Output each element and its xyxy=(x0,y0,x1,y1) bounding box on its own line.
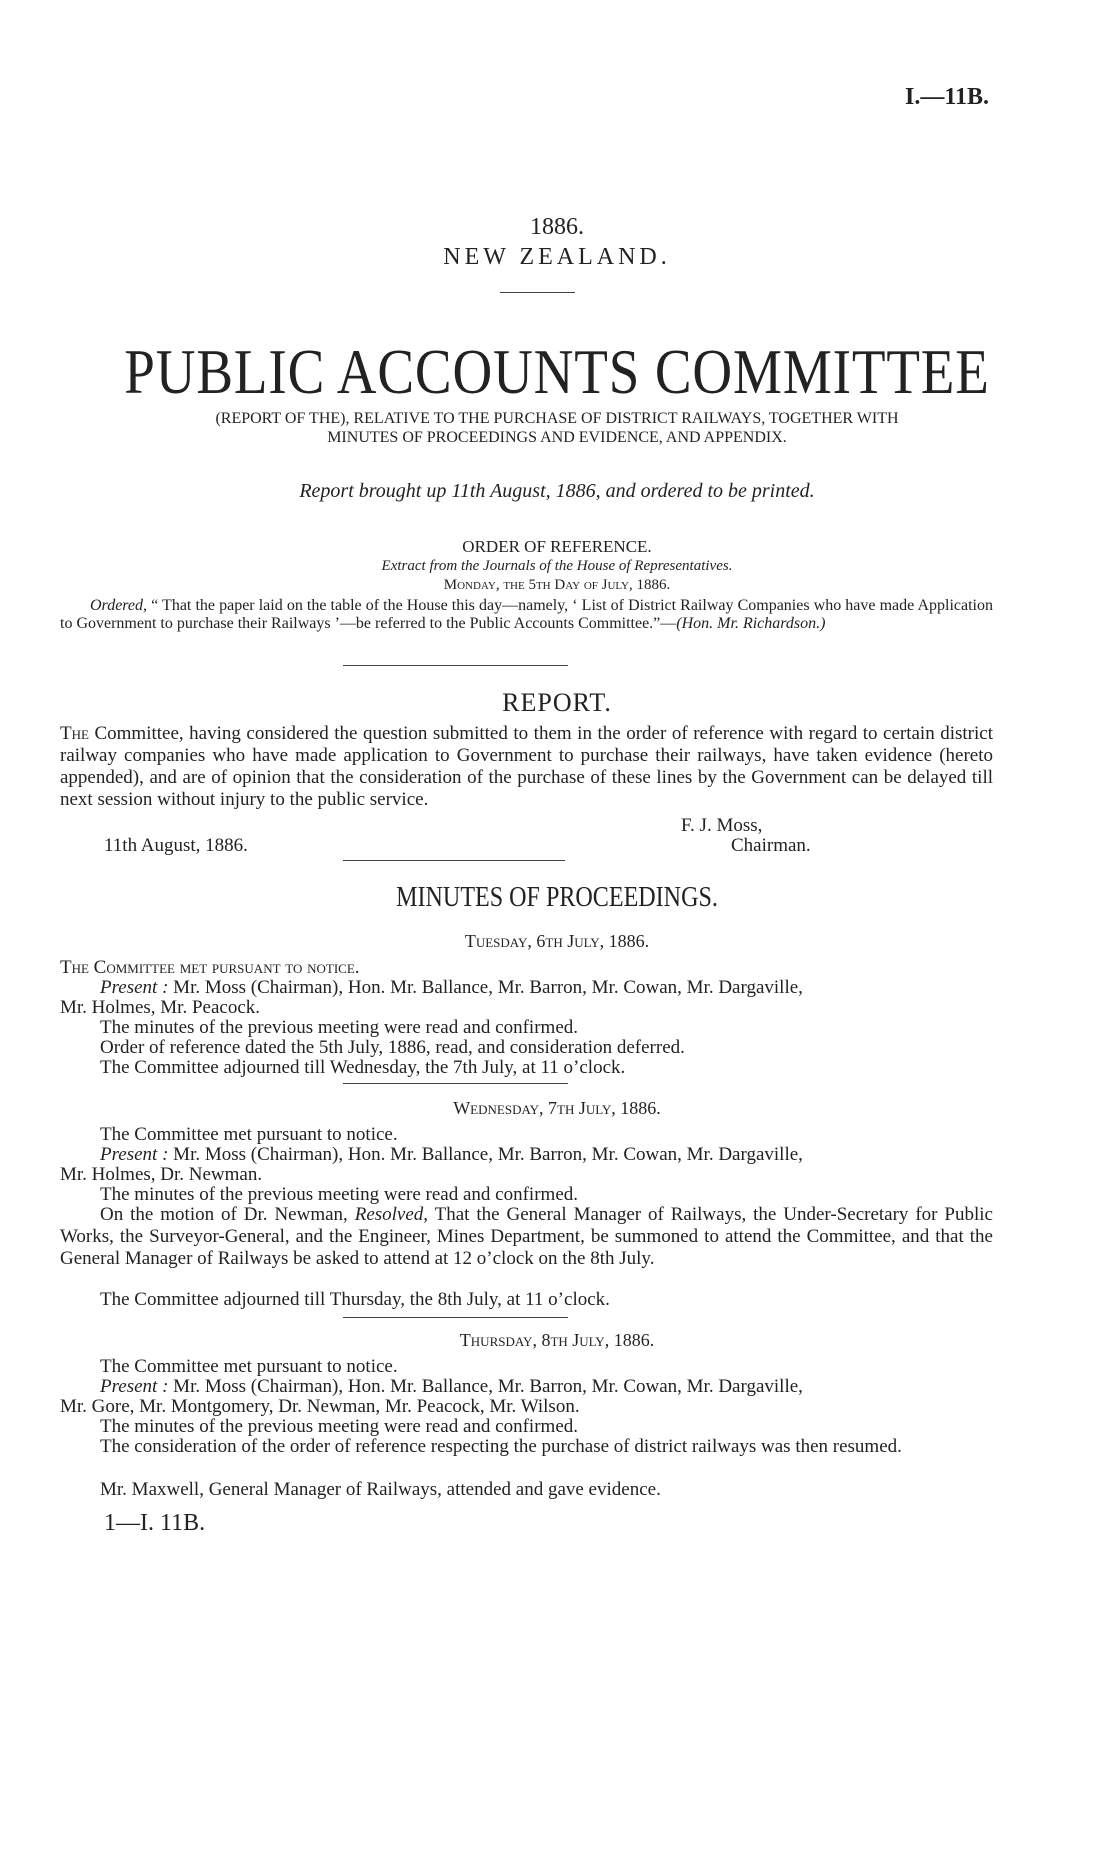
ordered-mover: (Hon. Mr. Richardson.) xyxy=(676,615,826,632)
footer-signature: 1—I. 11B. xyxy=(104,1510,206,1536)
meeting-1-item-2: Order of reference dated the 5th July, 1886, read, and consideration deferred. xyxy=(100,1037,685,1058)
year: 1886. xyxy=(530,214,584,240)
order-extract: Extract from the Journals of the House of Representatives. xyxy=(381,558,733,574)
meeting-1-present-1 xyxy=(100,977,803,999)
meeting-3-present-2: Mr. Gore, Mr. Montgomery, Dr. Newman, Mr. Peacock, Mr. Wilson. xyxy=(60,1396,580,1417)
country: NEW ZEALAND. xyxy=(443,244,671,270)
meeting-1-present-label: Present : xyxy=(100,977,169,998)
meeting-1-item-3: The Committee adjourned till Wednesday, the 7th July, at 11 o’clock. xyxy=(100,1057,626,1078)
meeting-2-present-2: Mr. Holmes, Dr. Newman. xyxy=(60,1164,263,1185)
meeting-2-present-line1: Mr. Moss (Chairman), Hon. Mr. Ballance, Mr. Barron, Mr. Cowan, Mr. Dargaville, xyxy=(173,1144,803,1165)
meeting-2-date: Wednesday, 7th July, 1886. xyxy=(453,1098,661,1118)
report-heading: REPORT. xyxy=(502,688,612,717)
order-text xyxy=(60,597,993,633)
report-lead: The xyxy=(60,723,89,744)
meeting-3-present-label: Present : xyxy=(100,1376,169,1397)
meeting-3-consideration-text: The consideration of the order of reference respecting the purchase of district railways was then resumed. xyxy=(100,1436,902,1457)
report-brought: Report brought up 11th August, 1886, and ordered to be printed. xyxy=(299,480,815,502)
meeting-2-adjourn: The Committee adjourned till Thursday, the 8th July, at 11 o’clock. xyxy=(100,1289,610,1310)
report-body xyxy=(60,723,993,811)
meeting-3-present-line1: Mr. Moss (Chairman), Hon. Mr. Ballance, Mr. Barron, Mr. Cowan, Mr. Dargaville, xyxy=(173,1376,803,1397)
meeting-divider-1 xyxy=(343,1083,568,1084)
meeting-3-present-1 xyxy=(100,1376,803,1398)
meeting-2-motion-resolved: Resolved, xyxy=(354,1204,429,1225)
meeting-2-present-1 xyxy=(100,1144,803,1166)
meeting-2-motion xyxy=(60,1204,993,1270)
meeting-1-date: Tuesday, 6th July, 1886. xyxy=(464,931,650,951)
ordered-label: Ordered, xyxy=(90,597,148,614)
meeting-3-consideration xyxy=(60,1436,993,1458)
meeting-3-item-1: The minutes of the previous meeting were read and confirmed. xyxy=(100,1416,578,1437)
subtitle-line-2: MINUTES OF PROCEEDINGS AND EVIDENCE, AND APPENDIX. xyxy=(327,429,787,446)
minutes-divider xyxy=(343,860,565,861)
meeting-1-item-1: The minutes of the previous meeting were read and confirmed. xyxy=(100,1017,578,1038)
report-signatory-role: Chairman. xyxy=(731,835,811,856)
meeting-2-item-1: The minutes of the previous meeting were read and confirmed. xyxy=(100,1184,578,1205)
title-divider xyxy=(500,292,575,293)
report-date: 11th August, 1886. xyxy=(104,835,248,856)
meeting-divider-2 xyxy=(343,1317,568,1318)
meeting-1-present-2: Mr. Holmes, Mr. Peacock. xyxy=(60,997,261,1018)
order-heading: ORDER OF REFERENCE. xyxy=(462,537,652,556)
meeting-1-present-line1: Mr. Moss (Chairman), Hon. Mr. Ballance, Mr. Barron, Mr. Cowan, Mr. Dargaville, xyxy=(173,977,803,998)
meeting-3-date: Thursday, 8th July, 1886. xyxy=(459,1330,655,1350)
meeting-1-opening xyxy=(60,957,360,979)
subtitle-line-1: (REPORT OF THE), RELATIVE TO THE PURCHASE OF DISTRICT RAILWAYS, TOGETHER WITH xyxy=(215,410,899,427)
paper-code: I.—11B. xyxy=(905,84,990,110)
order-date: Monday, the 5th Day of July, 1886. xyxy=(443,577,671,593)
minutes-heading: MINUTES OF PROCEEDINGS. xyxy=(396,882,718,913)
meeting-2-present-label: Present : xyxy=(100,1144,169,1165)
meeting-1-opening-text: The Committee met pursuant to notice. xyxy=(60,957,360,978)
report-divider xyxy=(343,665,568,666)
meeting-2-motion-prefix: On the motion of Dr. Newman, xyxy=(100,1204,348,1225)
meeting-3-evidence: Mr. Maxwell, General Manager of Railways, attended and gave evidence. xyxy=(100,1479,661,1500)
ordered-text: “ That the paper laid on the table of the House this day—namely, ‘ List of District Railway Companies who have made Application to Government to purchase their Railways ’—be referred to the Public Accounts Committee.”— xyxy=(60,597,994,632)
meeting-3-opening: The Committee met pursuant to notice. xyxy=(100,1356,398,1377)
report-text: Committee, having considered the question submitted to them in the order of reference with regard to certain district railway companies who have made application to Government to purchase their railways, have taken evidence (hereto appended), and are of opinion that the consideration of the purchase of these lines by the Government can be delayed till next session without injury to the public service. xyxy=(60,723,993,810)
meeting-2-motion-text: That the General Manager of Railways, the Under-Secretary for Public Works, the Surveyor-General, and the Engineer, Mines Department, be summoned to attend the Committee, and that the General Manager of Railways be asked to attend at 12 o’clock on the 8th July. xyxy=(60,1204,993,1269)
document-title: PUBLIC ACCOUNTS COMMITTEE xyxy=(124,336,990,407)
report-signatory: F. J. Moss, xyxy=(681,815,763,836)
meeting-2-opening: The Committee met pursuant to notice. xyxy=(100,1124,398,1145)
